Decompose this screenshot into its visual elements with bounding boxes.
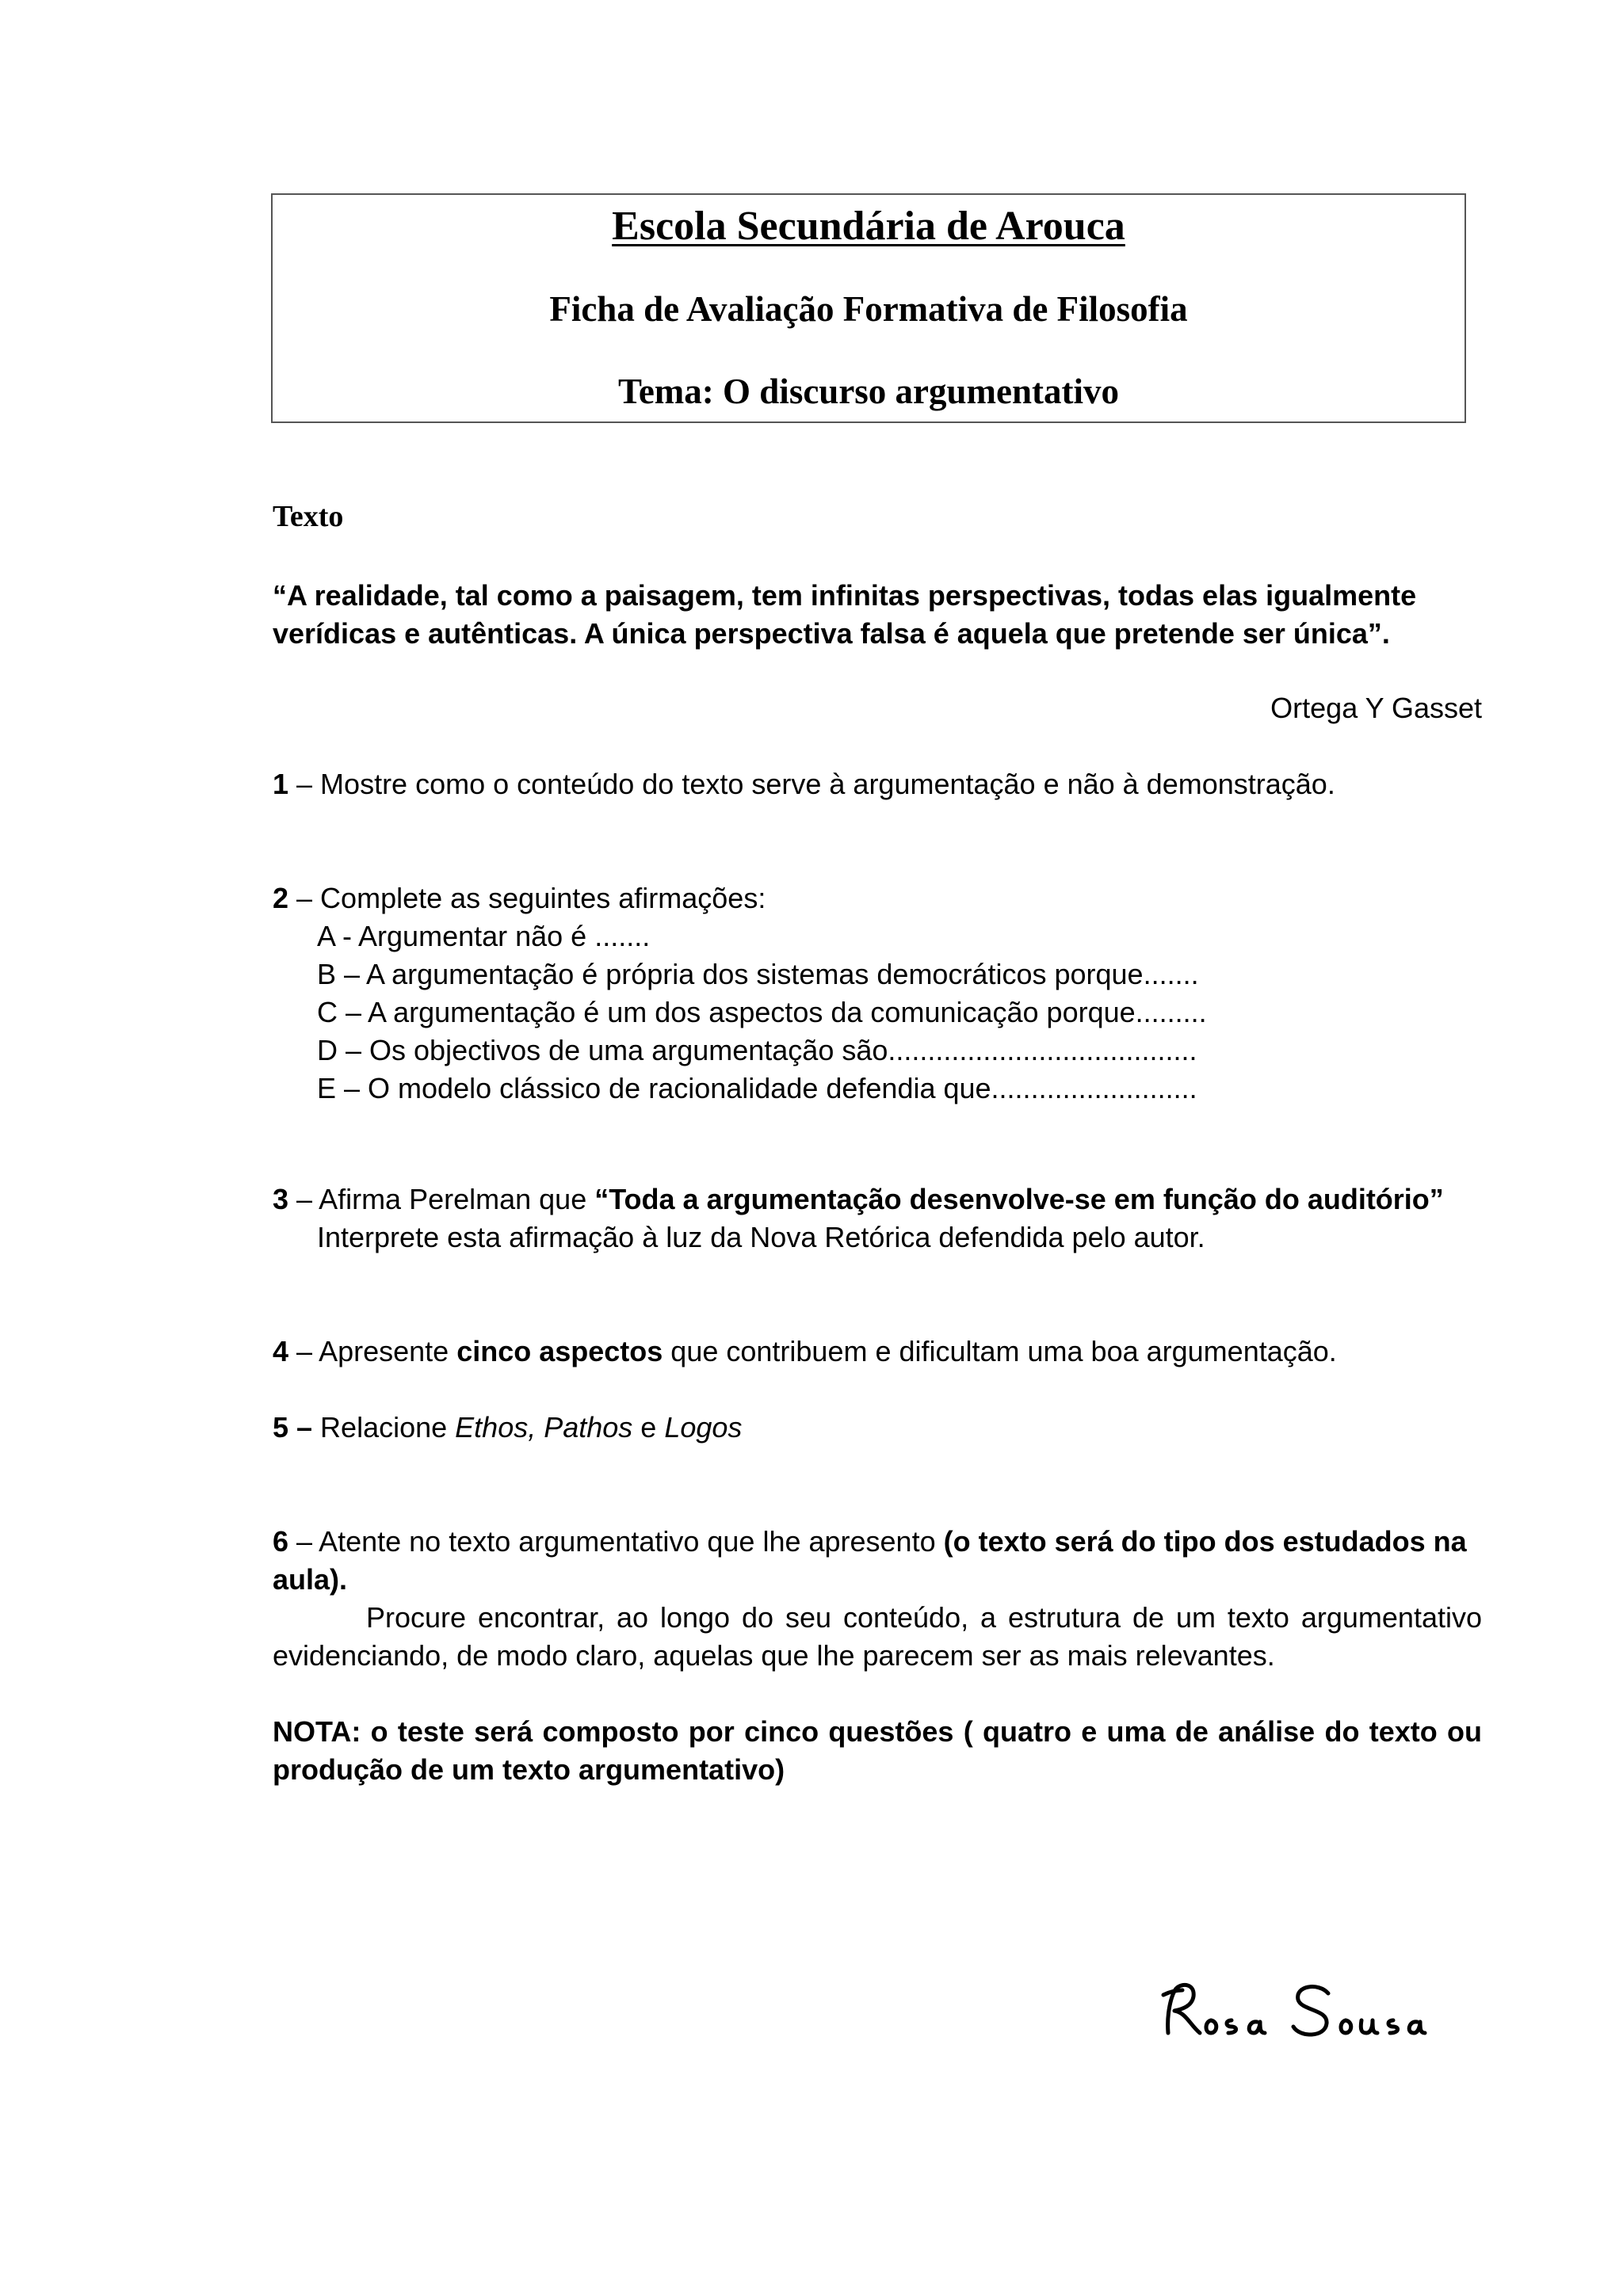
question-2-item-c: C – A argumentação é um dos aspectos da comunicação porque......... [317, 996, 1207, 1028]
question-2-item-b: B – A argumentação é própria dos sistemas democráticos porque....... [317, 958, 1199, 990]
question-2-item-a: A - Argumentar não é ....... [317, 920, 651, 952]
question-4-text-after: que contribuem e dificultam uma boa argumentação. [663, 1335, 1337, 1367]
question-5-ethos-pathos: Ethos, Pathos [455, 1411, 633, 1444]
question-4-emphasis: cinco aspectos [456, 1335, 663, 1367]
question-1 [273, 765, 1482, 803]
question-6 [273, 1523, 1482, 1675]
question-2-item-d: D – Os objectivos de uma argumentação são....................................... [317, 1034, 1197, 1066]
quote-text: “A realidade, tal como a paisagem, tem infinitas perspectivas, todas elas igualmente verídicas e autênticas. A única perspectiva falsa é aquela que pretende ser única”. [273, 579, 1417, 650]
question-6-text: – Atente no texto argumentativo que lhe apresento [288, 1525, 944, 1558]
question-5-and: e [632, 1411, 665, 1444]
question-3 [273, 1180, 1482, 1257]
question-4 [273, 1333, 1482, 1371]
question-6-instruction: Procure encontrar, ao longo do seu conteúdo, a estrutura de um texto argumentativo evidenciando, de modo claro, aquelas que lhe parecem ser as mais relevantes. [273, 1601, 1482, 1672]
question-3-text: – Afirma Perelman que [288, 1183, 595, 1215]
nota-note: NOTA: o teste será composto por cinco questões ( quatro e uma de análise do texto ou produção de um texto argumentativo) [273, 1715, 1482, 1786]
signature [1159, 1978, 1428, 2049]
question-3-instruction: Interprete esta afirmação à luz da Nova Retórica defendida pelo autor. [317, 1221, 1205, 1253]
question-6-note: (o texto será do tipo dos estudados na aula). [273, 1525, 1467, 1596]
question-4-text-before: – Apresente [288, 1335, 457, 1367]
sheet-title: Ficha de Avaliação Formativa de Filosofia [549, 289, 1188, 329]
question-5 [273, 1409, 1482, 1447]
text-section-label: Texto [273, 500, 344, 533]
question-5-number: 5 – [273, 1411, 313, 1444]
question-6-number: 6 [273, 1525, 289, 1558]
quote-author: Ortega Y Gasset [1270, 692, 1482, 724]
question-2-number: 2 [273, 882, 289, 914]
theme-title: Tema: O discurso argumentativo [617, 372, 1120, 411]
header-box [271, 193, 1466, 423]
question-2-text: – Complete as seguintes afirmações: [288, 882, 766, 914]
question-1-text: – Mostre como o conteúdo do texto serve à argumentação e não à demonstração. [288, 768, 1335, 800]
question-3-number: 3 [273, 1183, 289, 1215]
question-2 [273, 879, 1482, 1108]
question-1-number: 1 [273, 768, 289, 800]
school-name: Escola Secundária de Arouca [612, 204, 1125, 249]
question-3-quote: “Toda a argumentação desenvolve-se em função do auditório” [594, 1183, 1444, 1215]
question-5-text: Relacione [312, 1411, 456, 1444]
question-5-logos: Logos [664, 1411, 743, 1444]
question-4-number: 4 [273, 1335, 289, 1367]
question-2-item-e: E – O modelo clássico de racionalidade defendia que.......................... [317, 1072, 1197, 1104]
